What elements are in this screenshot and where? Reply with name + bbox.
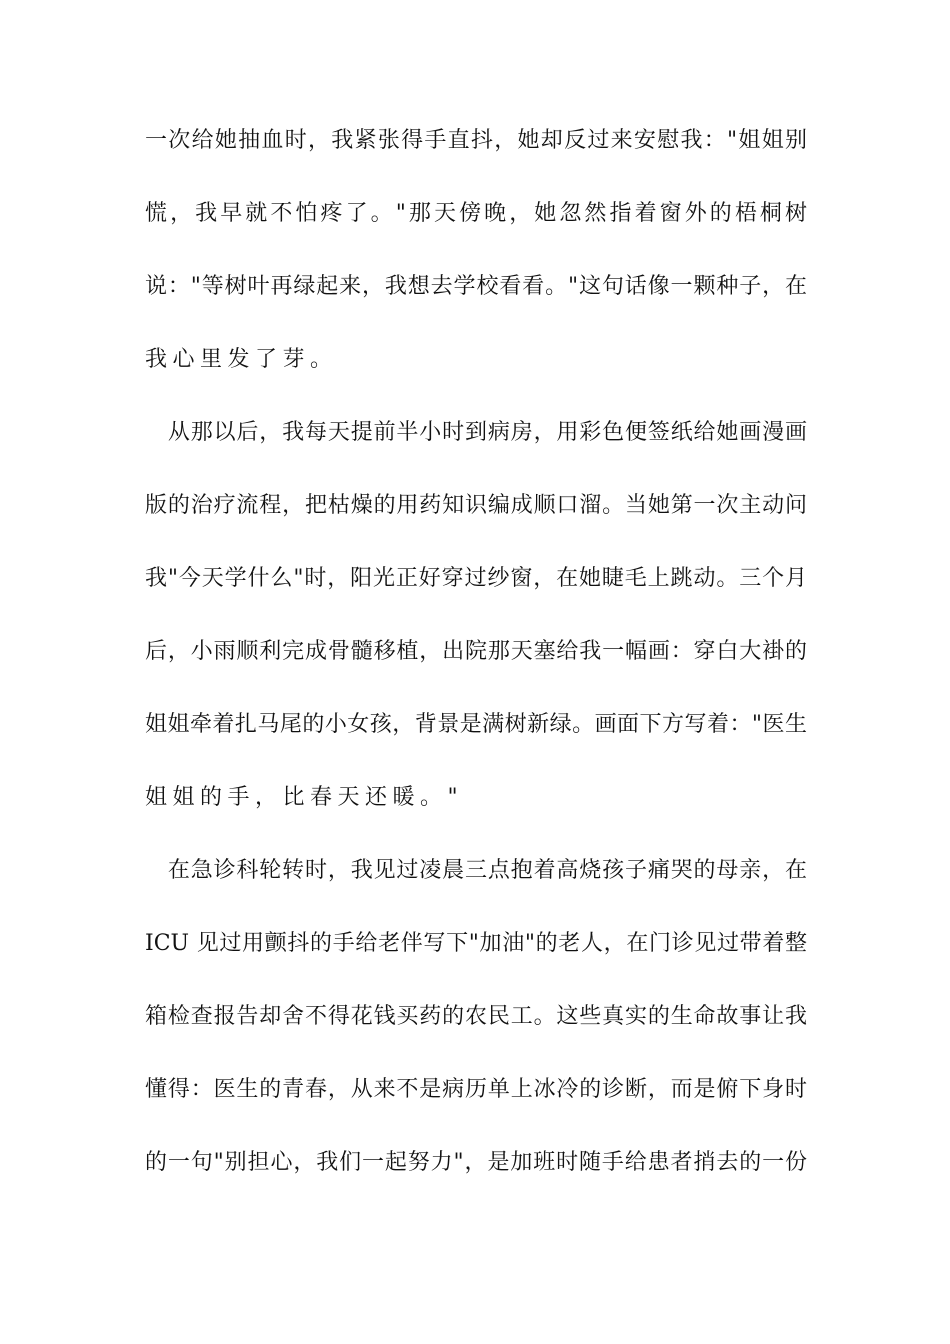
text-line: 一次给她抽血时，我紧张得手直抖，她却反过来安慰我："姐姐别 xyxy=(145,128,807,153)
text-line: 后，小雨顺利完成骨髓移植，出院那天塞给我一幅画：穿白大褂的 xyxy=(145,639,807,664)
text-line: 慌，我早就不怕疼了。"那天傍晚，她忽然指着窗外的梧桐树 xyxy=(145,201,807,226)
text-line: 从那以后，我每天提前半小时到病房，用彩色便签纸给她画漫画 xyxy=(145,420,807,445)
text-line: 姐姐牵着扎马尾的小女孩，背景是满树新绿。画面下方写着："医生 xyxy=(145,712,807,737)
text-line: 我"今天学什么"时，阳光正好穿过纱窗，在她睫毛上跳动。三个月 xyxy=(145,566,807,591)
text-line: 姐姐的手，比春天还暖。" xyxy=(145,785,464,810)
text-line: 说："等树叶再绿起来，我想去学校看看。"这句话像一颗种子，在 xyxy=(145,274,807,299)
text-line: 版的治疗流程，把枯燥的用药知识编成顺口溜。当她第一次主动问 xyxy=(145,493,807,518)
text-line: 的一句"别担心，我们一起努力"，是加班时随手给患者捎去的一份 xyxy=(145,1150,807,1175)
text-line: ICU 见过用颤抖的手给老伴写下"加油"的老人，在门诊见过带着整 xyxy=(145,931,807,956)
text-line: 在急诊科轮转时，我见过凌晨三点抱着高烧孩子痛哭的母亲，在 xyxy=(145,858,807,883)
text-line: 懂得：医生的青春，从来不是病历单上冰冷的诊断，而是俯下身时 xyxy=(145,1077,807,1102)
text-line: 我心里发了芽。 xyxy=(145,347,338,372)
text-line: 箱检查报告却舍不得花钱买药的农民工。这些真实的生命故事让我 xyxy=(145,1004,807,1029)
document-body xyxy=(145,104,807,1199)
